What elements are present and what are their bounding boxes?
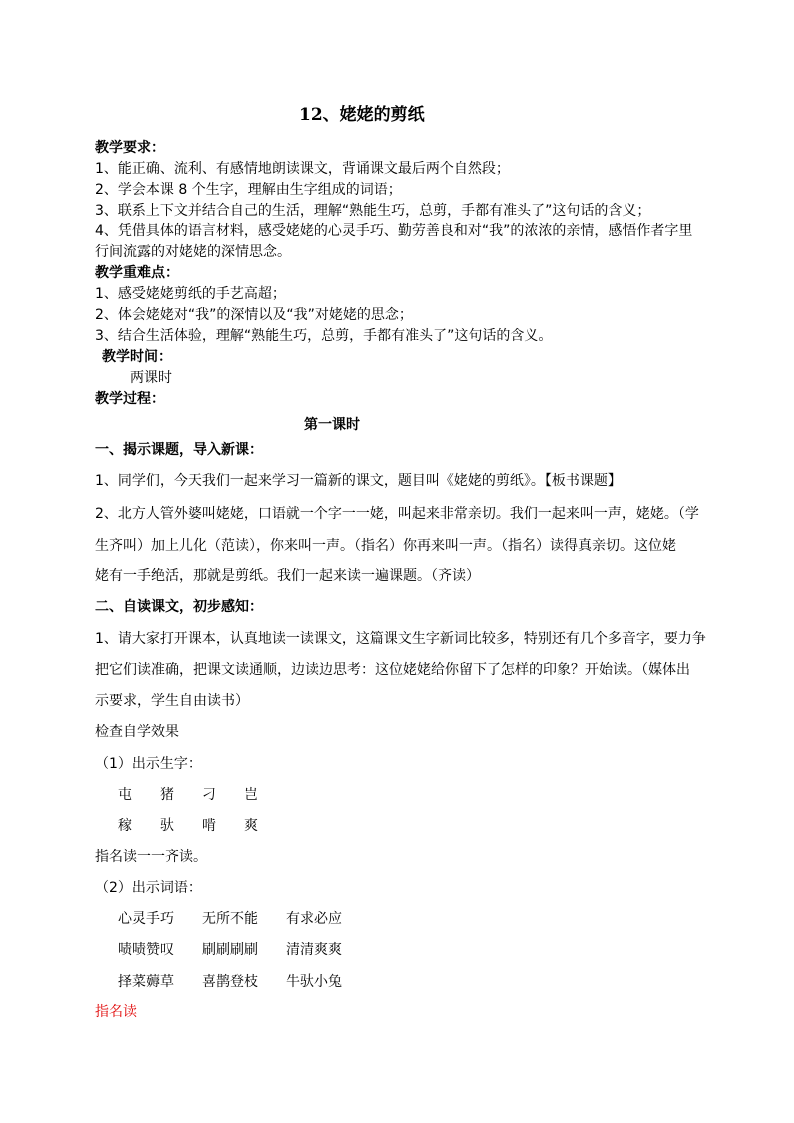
keypoint-item: 1、感受姥姥剪纸的手艺高超； — [95, 286, 286, 302]
new-character: 屯 — [118, 787, 132, 803]
vocabulary-word: 牛驮小兔 — [286, 974, 342, 990]
vocabulary-word: 择菜薅草 — [118, 974, 174, 990]
requirement-item: 4、凭借具体的语言材料，感受姥姥的心灵手巧、勤劳善良和对“我”的浓浓的亲情，感悟作者字里 — [95, 223, 693, 239]
new-character: 刁 — [202, 787, 216, 803]
part1-heading: 一、揭示课题，导入新课： — [95, 442, 263, 458]
new-character: 猪 — [160, 787, 174, 803]
requirement-item: 行间流露的对姥姥的深情思念。 — [95, 244, 291, 260]
new-character: 岂 — [244, 787, 258, 803]
section-heading-process: 教学过程： — [95, 391, 165, 407]
new-character: 爽 — [244, 818, 258, 834]
check-results: 检查自学效果 — [95, 724, 179, 740]
vocabulary-word: 刷刷刷刷 — [202, 942, 258, 958]
vocabulary-word: 无所不能 — [202, 911, 258, 927]
part1-paragraph-line: 2、北方人管外婆叫姥姥，口语就一个字一一姥，叫起来非常亲切。我们一起来叫一声，姥姥。（学 — [95, 506, 699, 522]
requirement-item: 3、联系上下文并结合自己的生活，理解“熟能生巧，总剪，手都有准头了”这句话的含义； — [95, 203, 651, 219]
part2-paragraph-line: 把它们读准确，把课文读通顺，边读边思考：这位姥姥给你留下了怎样的印象？开始读。（媒体出 — [95, 662, 690, 678]
vocabulary-word: 清清爽爽 — [286, 942, 342, 958]
new-character: 啃 — [202, 818, 216, 834]
vocabulary-word: 啧啧赞叹 — [118, 942, 174, 958]
lesson-heading: 第一课时 — [304, 417, 360, 433]
vocabulary-word: 心灵手巧 — [118, 911, 174, 927]
section-heading-requirements: 教学要求： — [95, 140, 165, 156]
part2-paragraph-line: 1、请大家打开课本，认真地读一读课文，这篇课文生字新词比较多，特别还有几个多音字，要力争 — [95, 631, 706, 647]
read-instruction: 指名读一一齐读。 — [95, 849, 207, 865]
new-character: 驮 — [160, 818, 174, 834]
section-heading-time: 教学时间： — [102, 349, 172, 365]
document-title: 12、姥姥的剪纸 — [299, 105, 425, 125]
keypoint-item: 3、结合生活体验，理解“熟能生巧，总剪，手都有准头了”这句话的含义。 — [95, 328, 553, 344]
chars-label: （1）出示生字： — [95, 756, 202, 772]
vocabulary-word: 喜鹊登枝 — [202, 974, 258, 990]
vocabulary-word: 有求必应 — [286, 911, 342, 927]
part1-paragraph: 1、同学们，今天我们一起来学习一篇新的课文，题目叫《姥姥的剪纸》。【板书课题】 — [95, 473, 622, 489]
part1-paragraph-line: 生齐叫）加上儿化（范读），你来叫一声。（指名）你再来叫一声。（指名）读得真亲切。这位姥 — [95, 538, 676, 554]
keypoint-item: 2、体会姥姥对“我”的深情以及“我”对姥姥的思念； — [95, 307, 413, 323]
section-heading-keypoints: 教学重难点： — [95, 265, 179, 281]
part2-heading: 二、自读课文，初步感知： — [95, 599, 263, 615]
part2-paragraph-line: 示要求，学生自由读书） — [95, 693, 249, 709]
teaching-time-value: 两课时 — [130, 370, 172, 386]
new-character: 稼 — [118, 818, 132, 834]
requirement-item: 1、能正确、流利、有感情地朗读课文，背诵课文最后两个自然段； — [95, 161, 510, 177]
red-note: 指名读 — [95, 1004, 137, 1020]
requirement-item: 2、学会本课 8 个生字，理解由生字组成的词语； — [95, 182, 402, 198]
part1-paragraph-line: 姥有一手绝活，那就是剪纸。我们一起来读一遍课题。（齐读） — [95, 568, 480, 584]
words-label: （2）出示词语： — [95, 880, 202, 896]
